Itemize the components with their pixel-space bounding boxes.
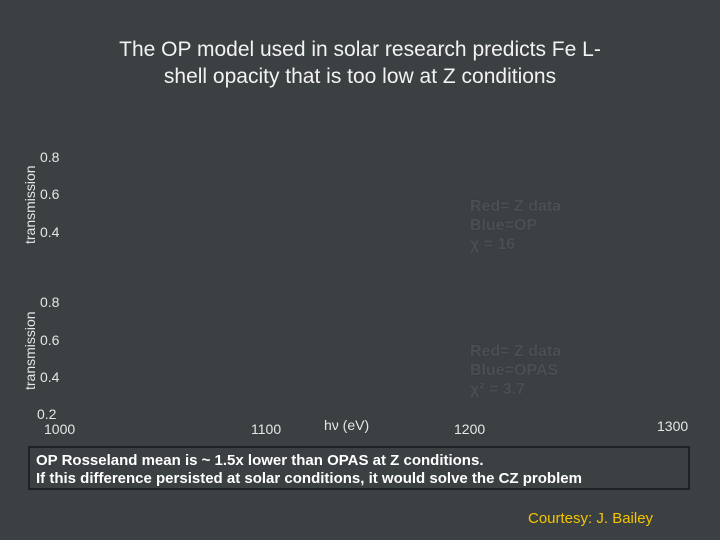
x-tick-1200: 1200 <box>454 421 486 437</box>
x-tick-1100: 1100 <box>251 421 282 437</box>
bottom-panel-annotation-line-1: Red= Z data <box>470 343 562 360</box>
slide-title <box>40 36 680 90</box>
top-panel-annotation <box>470 197 561 254</box>
conclusion-line-2: If this difference persisted at solar conditions, it would solve the CZ problem <box>36 470 582 487</box>
bottom-panel-annotation-line-2: Blue=OPAS <box>470 362 559 379</box>
bottom-panel-y-axis-label: transmission <box>22 311 38 390</box>
x-tick-1000: 1000 <box>44 421 76 437</box>
top-panel-y-axis-label: transmission <box>22 165 38 244</box>
top-panel-y-tick-0.4: 0.4 <box>40 224 60 240</box>
top-panel-annotation-line-2: Blue=OP <box>470 217 538 234</box>
bottom-panel-y-tick-0.2: 0.2 <box>37 406 57 422</box>
top-panel-annotation-line-3: χ = 16 <box>470 236 516 253</box>
conclusion-box <box>28 446 690 490</box>
bottom-panel-annotation-line-3: χ² = 3.7 <box>470 381 526 398</box>
top-panel-y-tick-0.6: 0.6 <box>40 186 60 202</box>
bottom-panel-y-tick-0.6: 0.6 <box>40 332 60 348</box>
credit-text: Courtesy: J. Bailey <box>528 510 654 527</box>
bottom-panel-annotation <box>470 342 561 399</box>
bottom-panel-y-tick-0.8: 0.8 <box>40 294 60 310</box>
top-panel-annotation-line-1: Red= Z data <box>470 198 562 215</box>
x-axis-label: hν (eV) <box>324 417 370 433</box>
top-panel-y-tick-0.8: 0.8 <box>40 149 60 165</box>
bottom-panel-y-tick-0.4: 0.4 <box>40 369 60 385</box>
slide-title-line-2: shell opacity that is too low at Z conditions <box>163 65 557 88</box>
x-tick-1300: 1300 <box>657 418 689 434</box>
conclusion-line-1: OP Rosseland mean is ~ 1.5x lower than OPAS at Z conditions. <box>36 452 484 469</box>
slide-title-line-1: The OP model used in solar research predicts Fe L- <box>119 38 601 61</box>
